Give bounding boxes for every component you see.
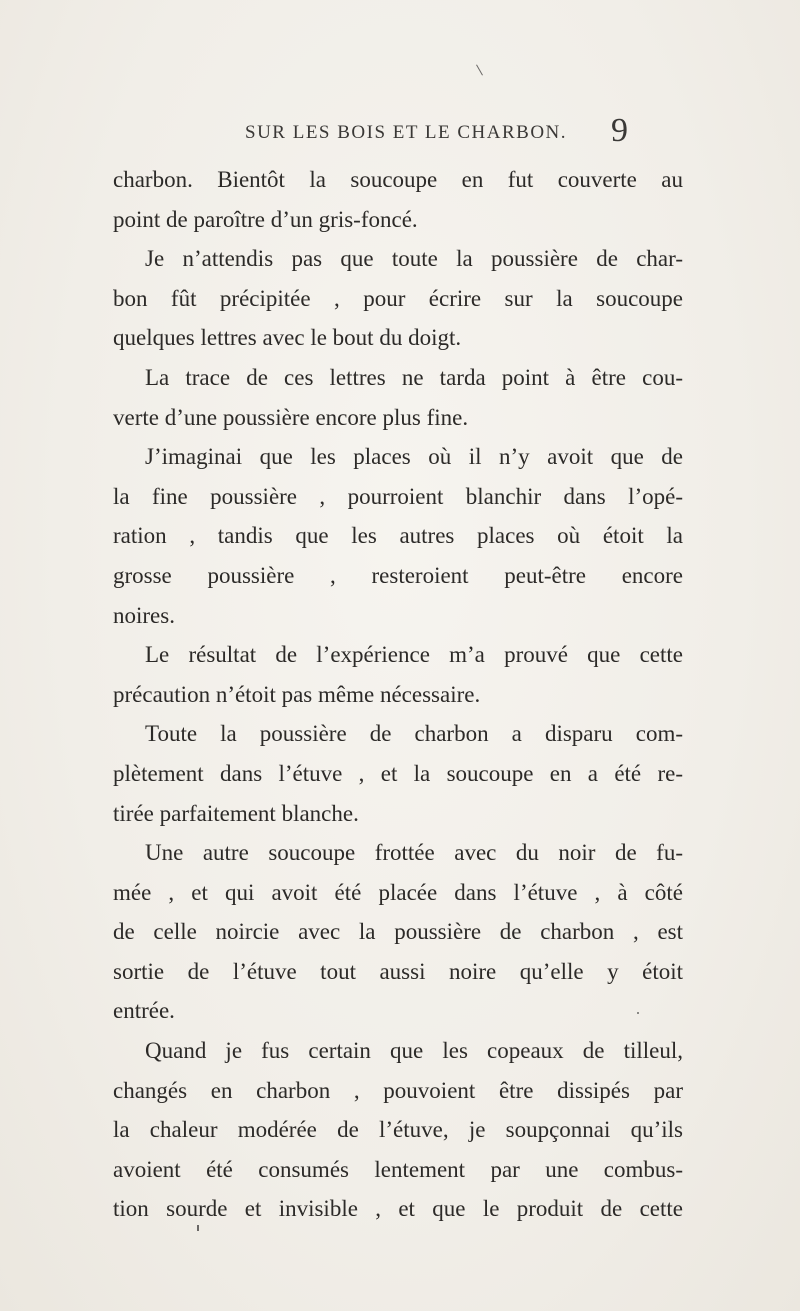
body-text (113, 160, 683, 1229)
text-line: charbon. Bientôt la soucoupe en fut couverte au (113, 167, 683, 192)
text-line: bon fût précipitée , pour écrire sur la soucoupe (113, 285, 683, 311)
ink-speck (476, 65, 483, 76)
running-title: SUR LES BOIS ET LE CHARBON. (245, 122, 568, 143)
text-line: sortie de l’étuve tout aussi noire qu’elle y étoit (113, 958, 683, 984)
text-line: la fine poussière , pourroient blanchir dans l’opé- (113, 483, 683, 509)
text-line: la chaleur modérée de l’étuve, je soupçonnai qu’ils (113, 1117, 683, 1143)
text-line: point de paroître d’un gris-foncé. (113, 206, 418, 232)
text-line: J’imaginai que les places où il n’y avoit que de (145, 444, 683, 470)
text-line: tirée parfaitement blanche. (113, 800, 359, 826)
text-line: verte d’une poussière encore plus fine. (113, 404, 469, 430)
text-line: Toute la poussière de charbon a disparu com- (145, 721, 683, 747)
text-line: entrée. (113, 998, 175, 1024)
ink-speck (637, 1012, 639, 1014)
text-line: La trace de ces lettres ne tarda point à être cou- (145, 364, 683, 390)
text-line: plètement dans l’étuve , et la soucoupe en a été re- (113, 760, 683, 786)
running-head (0, 112, 800, 158)
text-line: ration , tandis que les autres places où étoit la (113, 523, 683, 549)
text-line: Quand je fus certain que les copeaux de tilleul, (145, 1038, 683, 1064)
text-line: noires. (113, 602, 175, 628)
text-line: tion sourde et invisible , et que le produit de cette (113, 1196, 683, 1222)
text-line: Une autre soucoupe frottée avec du noir de fu- (145, 840, 683, 866)
page-number: 9 (611, 112, 628, 149)
text-line: mée , et qui avoit été placée dans l’étuve , à côté (113, 879, 683, 905)
ink-speck (197, 1225, 199, 1231)
text-line: changés en charbon , pouvoient être dissipés par (113, 1077, 683, 1103)
text-line: quelques lettres avec le bout du doigt. (113, 325, 462, 351)
text-line: précaution n’étoit pas même nécessaire. (113, 681, 481, 707)
text-line: grosse poussière , resteroient peut-être encore (113, 562, 683, 588)
text-line: de celle noircie avec la poussière de charbon , est (113, 919, 683, 945)
text-line: avoient été consumés lentement par une combus- (113, 1156, 683, 1182)
text-line: Le résultat de l’expérience m’a prouvé que cette (145, 642, 683, 668)
text-line: Je n’attendis pas que toute la poussière de char- (145, 246, 683, 272)
